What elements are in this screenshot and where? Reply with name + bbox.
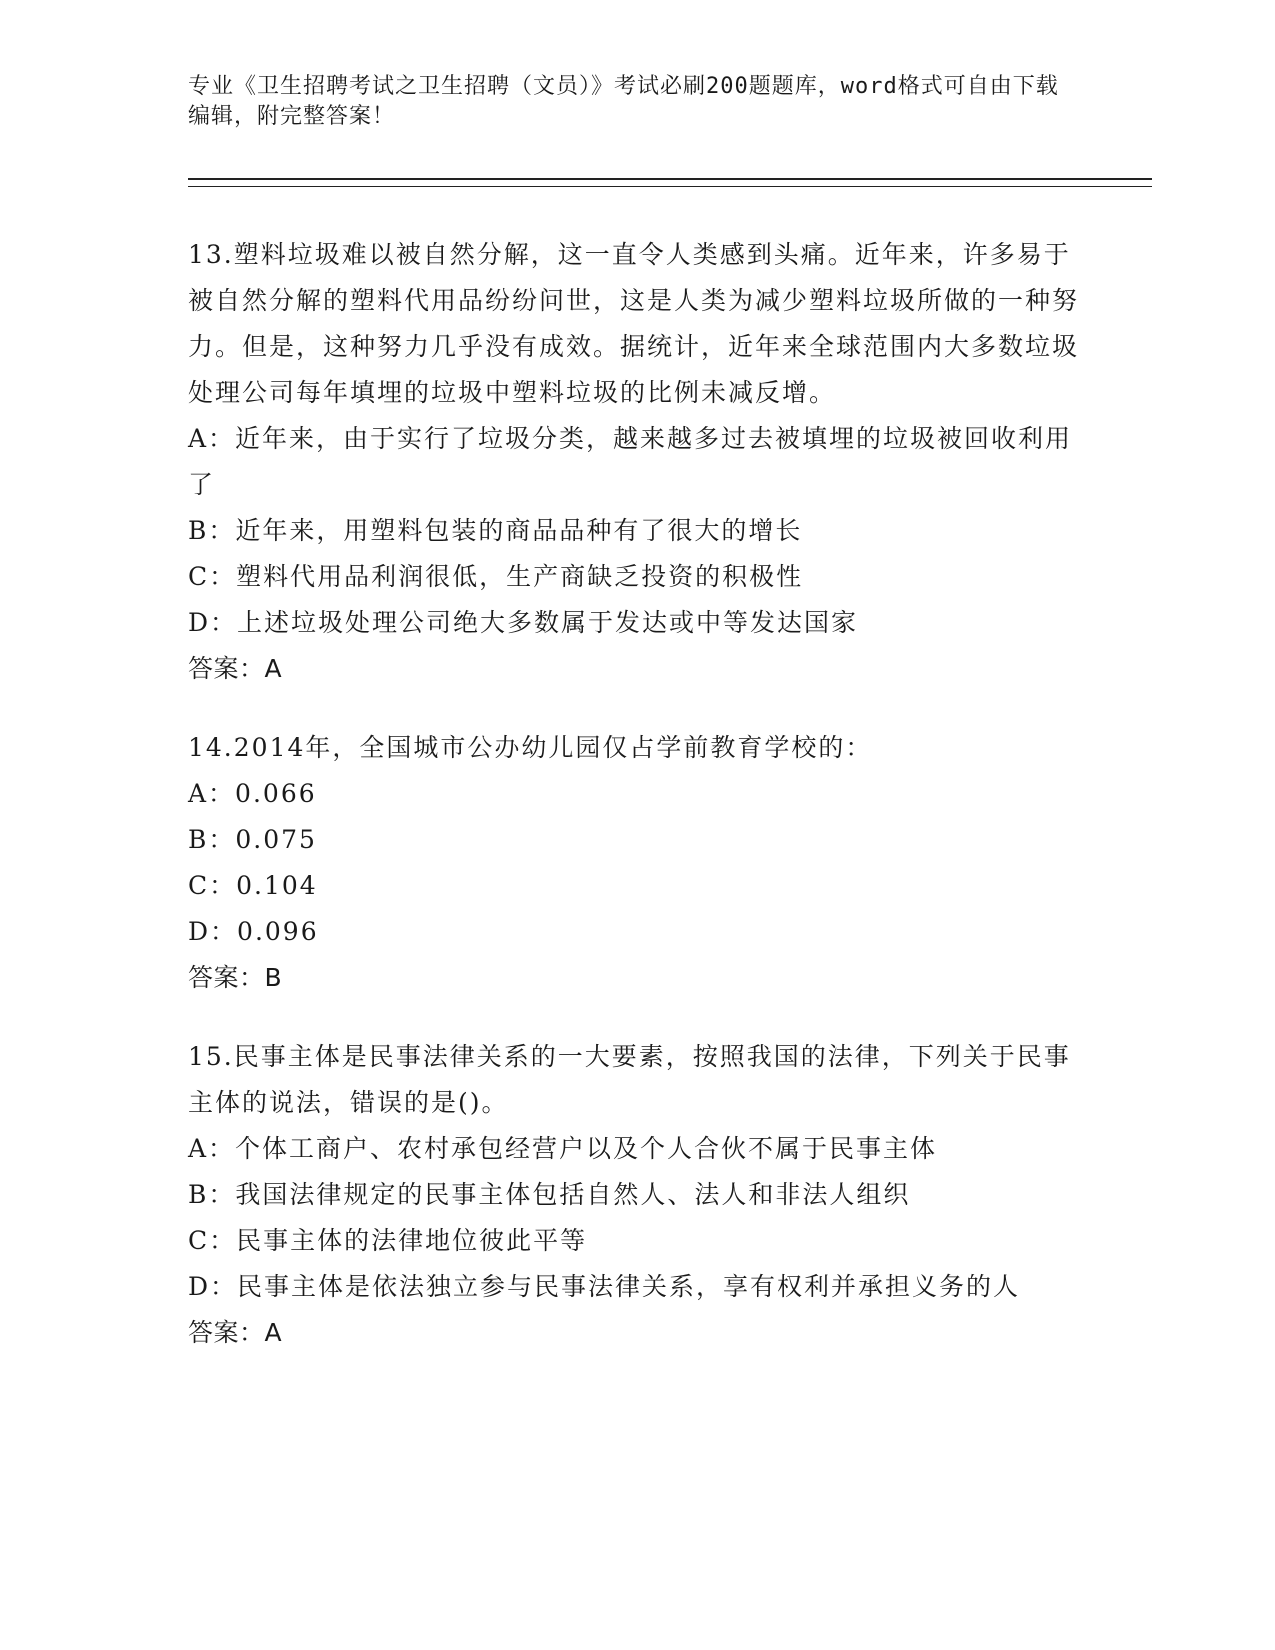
option-c: C：0.104 — [188, 871, 318, 900]
page-header: 专业《卫生招聘考试之卫生招聘（文员）》考试必刷200题题库，word格式可自由下载编辑，附完整答案！ — [188, 74, 1059, 129]
answer-line: 答案：B — [188, 963, 283, 992]
answer-line: 答案：A — [188, 654, 283, 683]
option-d: D：0.096 — [188, 917, 319, 946]
option-c: C：民事主体的法律地位彼此平等 — [188, 1226, 588, 1255]
option-d: D：上述垃圾处理公司绝大多数属于发达或中等发达国家 — [188, 608, 859, 637]
question-stem: 13.塑料垃圾难以被自然分解，这一直令人类感到头痛。近年来，许多易于被自然分解的塑料代用品纷纷问世，这是人类为减少塑料垃圾所做的一种努力。但是，这种努力几乎没有成效。据统计，近年来全球范围内大多数垃圾处理公司每年填埋的垃圾中塑料垃圾的比例未减反增。 — [188, 240, 1080, 407]
option-a: A：近年来，由于实行了垃圾分类，越来越多过去被填埋的垃圾被回收利用了 — [188, 424, 1073, 499]
question-stem: 14.2014年，全国城市公办幼儿园仅占学前教育学校的： — [188, 733, 873, 762]
option-d: D：民事主体是依法独立参与民事法律关系，享有权利并承担义务的人 — [188, 1272, 1021, 1301]
question-list — [188, 232, 1088, 1389]
header-divider — [188, 178, 1152, 187]
option-b: B：近年来，用塑料包装的商品品种有了很大的增长 — [188, 516, 803, 545]
option-b: B：我国法律规定的民事主体包括自然人、法人和非法人组织 — [188, 1180, 911, 1209]
option-b: B：0.075 — [188, 825, 317, 854]
question-15 — [188, 1034, 1088, 1356]
option-a: A：个体工商户、农村承包经营户以及个人合伙不属于民事主体 — [188, 1134, 938, 1163]
question-stem: 15.民事主体是民事法律关系的一大要素，按照我国的法律，下列关于民事主体的说法，错误的是()。 — [188, 1042, 1071, 1117]
option-c: C：塑料代用品利润很低，生产商缺乏投资的积极性 — [188, 562, 804, 591]
question-13 — [188, 232, 1088, 692]
answer-line: 答案：A — [188, 1318, 283, 1347]
option-a: A：0.066 — [188, 779, 317, 808]
question-14 — [188, 725, 1088, 1001]
